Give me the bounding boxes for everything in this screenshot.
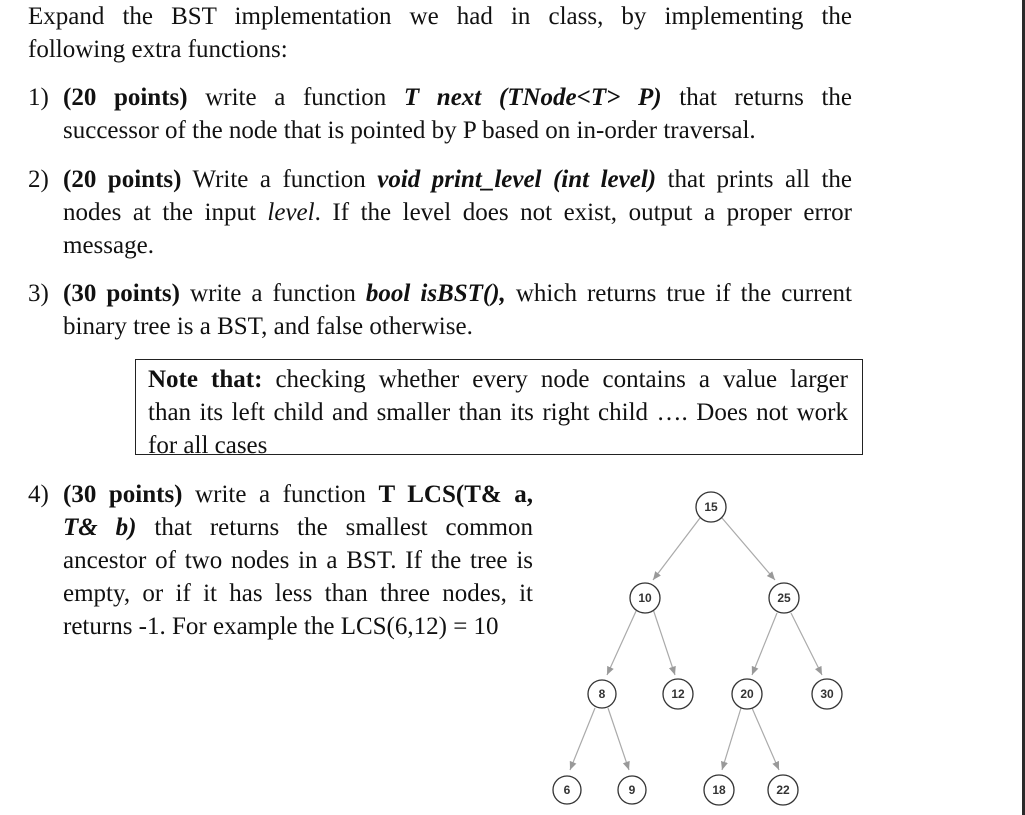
question-text: that returns the: [661, 84, 852, 111]
note-label: Note that:: [148, 366, 263, 393]
question-3-line-2: binary tree is a BST, and false otherwise.: [63, 313, 473, 340]
svg-text:12: 12: [671, 687, 685, 701]
question-number: 2): [28, 166, 49, 193]
question-3: [28, 277, 852, 343]
intro-line-2: following extra functions:: [28, 36, 288, 63]
question-1-line-1: [63, 81, 852, 114]
question-text: that prints all the: [656, 166, 852, 193]
svg-text:10: 10: [638, 591, 652, 605]
question-3-line-1: [63, 277, 852, 310]
question-2-line-1: [63, 163, 852, 196]
question-4-line-1: [63, 478, 533, 511]
edge-20-18: [722, 708, 741, 770]
svg-text:6: 6: [563, 783, 571, 797]
question-1-line-2: successor of the node that is pointed by P based on in-order traversal.: [63, 117, 756, 144]
question-text: nodes at the input: [63, 199, 268, 226]
question-2-line-3: message.: [63, 232, 154, 259]
svg-text:8: 8: [598, 687, 606, 701]
question-4: [28, 478, 533, 643]
svg-text:9: 9: [628, 783, 636, 797]
edge-25-20: [752, 613, 777, 675]
edge-8-6: [570, 708, 595, 770]
intro-paragraph: [28, 0, 852, 66]
bst-diagram: [545, 478, 865, 808]
question-4-line-2: [63, 511, 533, 544]
question-number: 1): [28, 84, 49, 111]
edge-15-10: [653, 518, 700, 580]
tree-node-18: [704, 775, 734, 805]
question-1: [28, 81, 852, 147]
tree-node-9: [618, 776, 646, 804]
points-label: (30 points): [63, 280, 180, 307]
edge-10-8: [607, 609, 637, 675]
points-label: (30 points): [63, 481, 183, 508]
points-label: (20 points): [63, 84, 188, 111]
points-label: (20 points): [63, 166, 182, 193]
function-signature: bool isBST(),: [365, 280, 506, 307]
tree-node-30: [812, 679, 842, 709]
question-text: write a function: [180, 280, 366, 307]
tree-node-22: [768, 775, 798, 805]
edge-8-9: [608, 708, 629, 770]
question-number: 3): [28, 280, 49, 307]
question-4-line-4: empty, or if it has less than three nodes, it: [63, 580, 533, 607]
edge-25-30: [791, 613, 822, 675]
question-text: write a function: [187, 84, 404, 111]
note-text: checking whether every node contains a value larger: [262, 366, 849, 393]
note-line-2: than its left child and smaller than its right child …. Does not work: [148, 399, 848, 426]
svg-text:15: 15: [704, 500, 718, 514]
edge-10-12: [653, 609, 675, 675]
edge-20-22: [752, 708, 779, 770]
note-line-1: [148, 363, 848, 396]
svg-text:20: 20: [740, 687, 754, 701]
signature-part: T LCS(T& a,: [378, 481, 534, 508]
question-text: write a function: [182, 481, 379, 508]
svg-text:30: 30: [820, 687, 834, 701]
tree-node-25: [769, 583, 799, 613]
function-signature: void print_level (int level): [377, 166, 657, 193]
svg-text:22: 22: [776, 783, 790, 797]
svg-text:18: 18: [712, 783, 726, 797]
function-signature: T next (TNode<T> P): [403, 84, 662, 111]
tree-node-15: [696, 492, 726, 522]
question-number: 4): [28, 481, 49, 508]
question-4-line-5: returns -1. For example the LCS(6,12) = 10: [63, 613, 499, 640]
intro-line-1: Expand the BST implementation we had in class, by implementing the: [28, 3, 852, 30]
note-box: [135, 359, 863, 459]
tree-edges: [570, 518, 822, 770]
emphasis-level: level: [267, 199, 315, 226]
tree-node-8: [588, 680, 616, 708]
question-text: that returns the smallest common: [136, 514, 534, 541]
function-signature-a: [378, 481, 533, 508]
question-text: which returns true if the current: [505, 280, 852, 307]
tree-node-6: [553, 776, 581, 804]
svg-text:25: 25: [777, 591, 791, 605]
question-text: Write a function: [181, 166, 378, 193]
question-2: [28, 163, 852, 262]
tree-nodes: [553, 492, 842, 805]
function-signature-b: T& b): [63, 514, 137, 541]
edge-15-25: [722, 518, 775, 580]
tree-node-12: [663, 679, 693, 709]
question-2-line-2: [63, 196, 852, 229]
question-4-line-3: ancestor of two nodes in a BST. If the tree is: [63, 547, 533, 574]
question-text: . If the level does not exist, output a proper error: [314, 199, 852, 226]
tree-node-10: [630, 583, 660, 613]
tree-node-20: [732, 679, 762, 709]
note-line-3: for all cases: [148, 432, 268, 459]
